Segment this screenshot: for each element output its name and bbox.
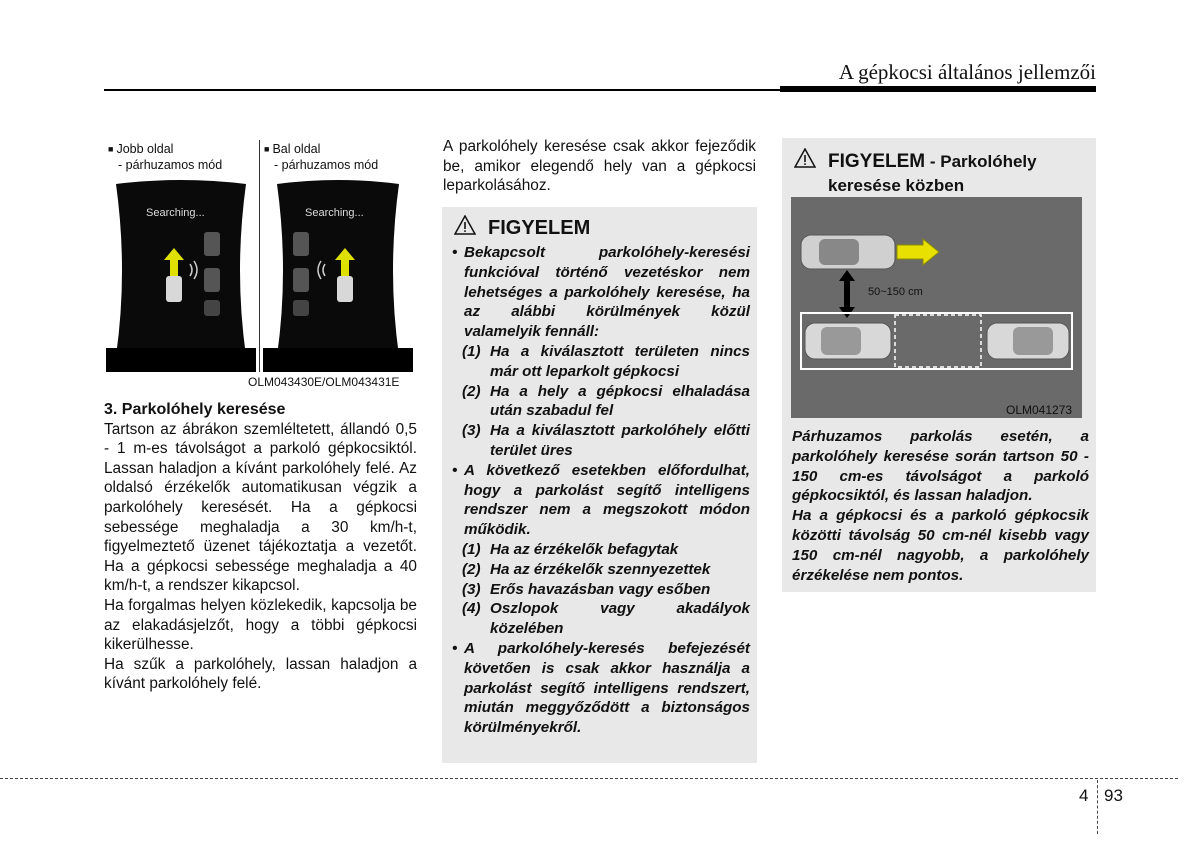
warning-subitem: (1) Ha a kiválasztott területen nincs már ott leparkolt gépkocsi (462, 342, 750, 380)
warning-triangle-icon (794, 148, 816, 173)
right-warning-subtitle: - Parkolóhely keresése közben (828, 152, 1037, 195)
chapter-number: 4 (1079, 786, 1089, 805)
parking-diagram (791, 197, 1082, 418)
panel2-label: Bal oldal (272, 142, 321, 156)
section-paragraph: Tartson az ábrákon szemléltetett, állandó 0,5 - 1 m-es távolságot a parkoló gépkocsiktól. Lassan haladjon a kívánt parkolóhely felé. Az oldalsó érzékelők automatikusan végzik a parkolóhely keresését. Ha a gépkocsi sebessége meghaladja a 30 km/h-t, figyelmeztető üzenet tájékoztatja a vezetőt. Ha a gépkocsi sebessége meghaladja a 40 km/h-t, a rendszer kikapcsol. (104, 420, 417, 595)
panel2-caption (264, 141, 414, 173)
header-title: A gépkocsi általános jellemzői (838, 60, 1096, 84)
warning-subitem: (2) Ha a hely a gépkocsi elhaladása után szabadul fel (462, 382, 750, 420)
panel1-sublabel: - párhuzamos mód (118, 158, 223, 172)
figure-divider (259, 140, 260, 372)
right-warning-box (782, 138, 1096, 592)
section-paragraph: Ha forgalmas helyen közlekedik, kapcsolja be az elakadásjelzőt, hogy a többi gépkocsi kikerülhesse. (104, 596, 417, 654)
distance-label: 50~150 cm (868, 286, 923, 298)
panel2-screen-text: Searching... (305, 207, 364, 219)
warning-bullet: • A következő esetekben előfordulhat, hogy a parkolást segítő intelligens rendszer nem a megszokott módon működik. (452, 461, 750, 540)
parking-diagram-graphic (791, 197, 1082, 418)
square-bullet-icon: ■ (108, 144, 114, 154)
right-warning-heading (828, 150, 1088, 198)
right-warning-text (792, 427, 1089, 585)
panel1-label: Jobb oldal (116, 142, 174, 156)
warning-subitem: (4) Oszlopok vagy akadályok közelében (462, 600, 750, 638)
right-warning-title: FIGYELEM (828, 151, 926, 172)
moving-car-icon (801, 235, 895, 269)
section-parking-search (104, 400, 417, 694)
square-bullet-icon: ■ (264, 144, 270, 154)
warning-subitem: (2) Ha az érzékelők szennyezettek (462, 560, 711, 578)
right-paragraph: Párhuzamos parkolás esetén, a parkolóhely keresése során tartson 50 - 150 cm-es távolságot a parkoló gépkocsiktól, és lassan haladjon. (792, 428, 1089, 505)
diagram-code: OLM041273 (1006, 403, 1073, 417)
warning-content (452, 243, 750, 738)
footer-divider (0, 778, 1178, 779)
footer-vertical-divider (1097, 780, 1098, 834)
figure-left-code: OLM043430E/OLM043431E (248, 375, 400, 389)
panel2-display (263, 176, 413, 372)
section-paragraph: Ha szűk a parkolóhely, lassan haladjon a kívánt parkolóhely felé. (104, 655, 417, 693)
panel1-caption (108, 141, 253, 173)
warning-subitem: (3) Ha a kiválasztott parkolóhely előtti terület üres (462, 422, 750, 459)
section-heading: 3. Parkolóhely keresése (104, 401, 286, 418)
warning-subitem: (3) Erős havazásban vagy esőben (462, 580, 711, 598)
warning-bullet: • Bekapcsolt parkolóhely-keresési funkcióval történő vezetéskor nem lehetséges a parkolóhely keresése, ha az alábbi körülmények közül valamelyik fennáll: (452, 243, 750, 342)
warning-box (442, 207, 757, 763)
panel1-display (106, 176, 256, 372)
panel1-display-graphic (106, 176, 256, 372)
panel1-screen-text: Searching... (146, 207, 205, 219)
warning-title: FIGYELEM (488, 217, 591, 239)
panel2-display-graphic (263, 176, 413, 372)
parked-car-icon (987, 323, 1069, 359)
warning-subitem: (1) Ha az érzékelők befagytak (462, 540, 679, 558)
warning-bullet: • A parkolóhely-keresés befejezését követően is csak akkor használja a parkolást segítő intelligens rendszert, miután meggyőződött a biztonságos körülményekről. (452, 639, 750, 738)
right-paragraph: Ha a gépkocsi és a parkoló gépkocsik közötti távolság 50 cm-nél kisebb vagy 150 cm-nél nagyobb, a parkolóhely érzékelése nem pontos. (792, 507, 1089, 584)
header-rule-accent (780, 86, 1096, 92)
parked-car-icon (805, 323, 891, 359)
panel2-sublabel: - párhuzamos mód (274, 158, 379, 172)
page-number: 93 (1104, 786, 1123, 805)
warning-triangle-icon (454, 215, 476, 240)
middle-intro: A parkolóhely keresése csak akkor fejeződik be, amikor elegendő hely van a gépkocsi leparkolásához. (443, 138, 756, 195)
